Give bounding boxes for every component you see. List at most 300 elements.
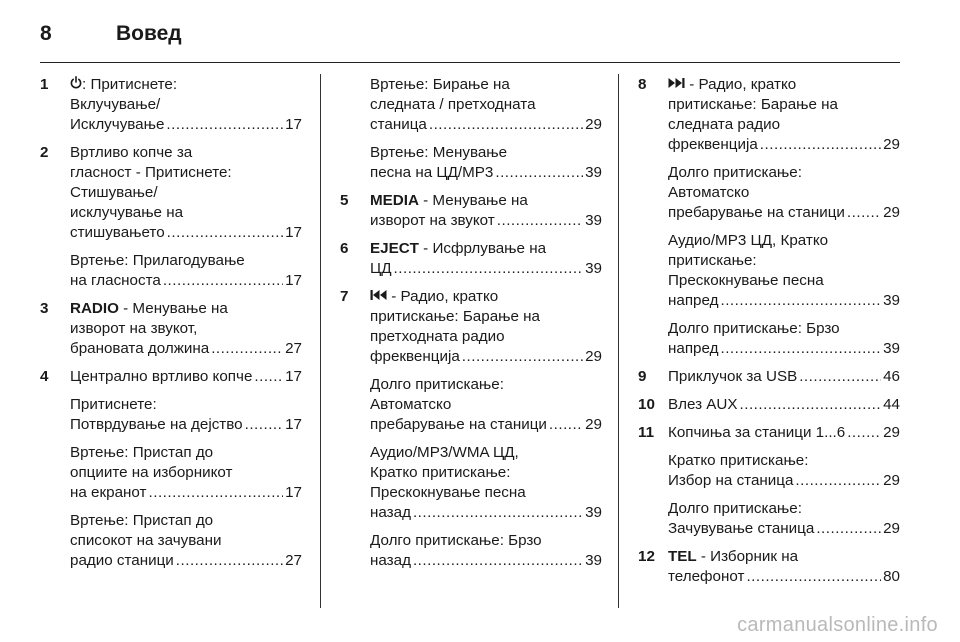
spacer [70,243,302,251]
page-ref: 39 [883,292,900,309]
line-text: Прескокнување песна [370,484,526,501]
line-text: Автоматско [668,184,750,201]
line-text-wrap [370,76,510,93]
page-ref: 39 [585,212,602,229]
spacer [668,443,900,451]
line-text-wrap [370,308,540,325]
text-line [668,547,900,567]
text-line [70,319,302,339]
line-text: Долго притискање: [668,500,802,517]
toc-line[interactable] [668,519,900,539]
line-text: притискање: [668,252,757,269]
text-line [70,299,302,319]
text-line [370,327,602,347]
text-line [70,511,302,531]
text-line [668,75,900,95]
text-line [668,499,900,519]
skip-forward-icon [668,75,685,95]
toc-line[interactable] [668,567,900,587]
line-text-wrap [370,484,526,501]
line-text-wrap [70,551,174,571]
toc-line[interactable] [370,211,602,231]
line-text: радио станици [70,552,174,569]
line-text-wrap [370,464,510,481]
toc-line[interactable] [668,291,900,311]
leader-dots [746,567,881,587]
line-text: - Менување на [118,300,228,317]
leader-dots [740,395,882,415]
line-text-wrap [70,396,157,413]
line-text: ЦД [370,260,392,277]
toc-line[interactable] [70,115,302,135]
spacer [340,183,602,191]
text-line [70,183,302,203]
line-text-wrap [370,415,547,435]
page-header [40,20,900,63]
line-text: : Притиснете: [82,76,178,93]
line-text: опциите на изборникот [70,464,233,481]
text-line [668,183,900,203]
leader-dots [816,519,881,539]
line-text: Централно вртливо копче [70,368,253,385]
toc-entry [638,395,900,415]
leader-dots [176,551,283,571]
line-text-wrap [70,115,164,135]
toc-entry [340,287,602,571]
line-text-wrap [370,192,528,209]
line-text-wrap [70,339,209,359]
line-text: Исклучување [70,116,165,133]
page-ref: 29 [585,116,602,133]
spacer [668,223,900,231]
leader-dots [847,423,881,443]
text-line [70,143,302,163]
line-text: песна на ЦД/MP3 [370,164,494,181]
leader-dots [166,115,283,135]
page-ref: 17 [285,272,302,289]
page-ref: 17 [285,224,302,241]
text-line [370,239,602,259]
line-text: пребарување на станици [668,204,845,221]
line-text: Долго притискање: Брзо [370,532,542,549]
page-ref: 29 [883,424,900,441]
item-number: 10 [638,396,655,413]
column-divider [618,74,619,608]
line-text-wrap [370,144,507,161]
leader-dots [254,367,283,387]
item-number: 4 [40,368,49,385]
leader-dots [799,367,881,387]
toc-line[interactable] [668,135,900,155]
leader-dots [394,259,584,279]
line-text-wrap [370,211,495,231]
text-line [370,463,602,483]
item-body [370,287,602,571]
toc-entry [638,75,900,359]
toc-line[interactable] [668,471,900,491]
text-line [370,307,602,327]
leader-dots [211,339,283,359]
spacer [370,135,602,143]
line-text-wrap [668,320,840,337]
page-ref: 29 [585,348,602,365]
leader-dots [429,115,583,135]
line-text-wrap [70,144,192,161]
line-text: Кратко притискање: [370,464,511,481]
toc-line[interactable] [70,271,302,291]
line-text: изворот на звукот [370,212,495,229]
line-text-wrap [70,444,213,461]
toc-entry [40,299,302,359]
line-text-wrap [668,500,802,517]
toc-line[interactable] [668,367,900,387]
toc-entry [40,367,302,571]
text-line [370,443,602,463]
line-text: пребарување на станици [370,416,547,433]
line-text-wrap [70,320,197,337]
page-ref: 17 [285,116,302,133]
text-line [370,483,602,503]
skip-back-icon [370,287,387,307]
line-text-wrap [70,223,165,243]
spacer [70,435,302,443]
line-text-wrap [370,444,519,461]
toc-line[interactable] [668,339,900,359]
spacer [638,387,900,395]
spacer [40,571,302,579]
line-text: стишувањето [70,224,165,241]
leader-dots [413,551,583,571]
line-text: станица [370,116,427,133]
item-body [668,395,900,415]
toc-line[interactable] [370,551,602,571]
line-text: Аудио/MP3/WMA ЦД, [370,444,519,461]
item-number: 3 [40,300,49,317]
page-ref: 17 [285,368,302,385]
spacer [370,435,602,443]
column-1 [40,75,302,579]
line-text-wrap [668,452,808,469]
spacer [340,231,602,239]
line-text: - Радио, кратко [387,288,499,305]
leader-dots [245,415,284,435]
line-text-wrap [70,96,160,113]
toc-line[interactable] [668,395,900,415]
item-body [370,239,602,279]
text-line [70,95,302,115]
leader-dots [760,135,881,155]
line-text-wrap [70,204,183,221]
page-number: 8 [40,22,52,45]
toc-entry [40,75,302,135]
item-body [70,75,302,135]
page-ref: 17 [285,484,302,501]
line-text-wrap [70,300,228,317]
line-text: Кратко притискање: [668,452,809,469]
line-text-wrap [370,288,498,305]
text-line [70,443,302,463]
line-text-wrap [668,339,718,359]
spacer [668,491,900,499]
text-line [70,75,302,95]
line-text-wrap [668,367,797,387]
spacer [340,571,602,579]
item-number: 9 [638,368,647,385]
toc-line[interactable] [70,367,302,387]
leader-dots [795,471,881,491]
toc-line[interactable] [370,259,602,279]
spacer [370,367,602,375]
line-text: - Менување на [418,192,528,209]
line-text: Избор на станица [668,472,794,489]
line-text: Притиснете: [70,396,157,413]
line-text-wrap [668,291,718,311]
line-text: - Радио, кратко [685,76,797,93]
toc-line[interactable] [370,163,602,183]
spacer [40,359,302,367]
toc-entry [638,547,900,587]
text-line [70,251,302,271]
text-line [70,203,302,223]
line-text: Вртење: Прилагодување [70,252,245,269]
line-text: фреквенција [370,348,460,365]
leader-dots [462,347,583,367]
line-text-wrap [668,252,757,269]
spacer [70,503,302,511]
text-line [668,163,900,183]
spacer [70,387,302,395]
leader-dots [720,291,881,311]
text-line [668,451,900,471]
toc-line[interactable] [70,415,302,435]
line-text-wrap [70,76,177,93]
text-line [668,319,900,339]
item-body [668,547,900,587]
item-body [70,299,302,359]
text-line [668,115,900,135]
line-text: Прескокнување песна [668,272,824,289]
page-ref: 17 [285,416,302,433]
line-text: Стишување/ [70,184,158,201]
item-number: 2 [40,144,49,161]
line-text: Вртење: Пристап до [70,512,214,529]
leader-dots [495,163,583,183]
line-text: Аудио/MP3 ЦД, Кратко [668,232,829,249]
leader-dots [720,339,881,359]
spacer [638,415,900,423]
line-text: Автоматско [370,396,452,413]
item-number: 6 [340,240,349,257]
toc-line[interactable] [70,339,302,359]
leader-dots [167,223,283,243]
text-line [70,395,302,415]
leader-dots [163,271,283,291]
toc-line[interactable] [370,503,602,523]
leader-dots [497,211,583,231]
watermark: carmanualsonline.info [737,614,938,636]
text-line [370,531,602,551]
page-ref: 46 [883,368,900,385]
toc-entry [340,75,602,183]
line-text-wrap [668,135,758,155]
button-keyword: MEDIA [370,192,419,209]
line-text-wrap [70,532,221,549]
text-line [668,271,900,291]
line-text-wrap [370,503,411,523]
line-text: на екранот [70,484,147,501]
line-text-wrap [668,423,845,443]
page-ref: 27 [285,340,302,357]
spacer [668,311,900,319]
line-text-wrap [70,415,243,435]
text-line [370,75,602,95]
line-text-wrap [370,163,493,183]
line-text: гласност - Притиснете: [70,164,232,181]
line-text-wrap [668,96,838,113]
line-text-wrap [70,252,245,269]
line-text-wrap [70,184,158,201]
button-keyword: RADIO [70,300,119,317]
item-number [340,75,370,183]
line-text-wrap [370,96,536,113]
line-text: - Исфрлување на [418,240,547,257]
item-number: 7 [340,288,349,305]
line-text: притискање: Барање на [370,308,540,325]
line-text: Вртливо копче за [70,144,193,161]
line-text: Вртење: Пристап до [70,444,214,461]
toc-line[interactable] [70,551,302,571]
line-text: Вртење: Менување [370,144,508,161]
line-text-wrap [668,184,749,201]
toc-line[interactable] [70,483,302,503]
toc-entry [638,423,900,539]
line-text-wrap [370,115,427,135]
line-text-wrap [70,164,232,181]
column-2 [340,75,602,579]
page-ref: 39 [585,504,602,521]
line-text-wrap [668,164,802,181]
line-text: фреквенција [668,136,758,153]
text-line [70,163,302,183]
text-line [70,531,302,551]
line-text-wrap [668,272,824,289]
text-line [370,191,602,211]
line-text: - Изборник на [696,548,799,565]
line-text: Приклучок за USB [668,368,798,385]
page-ref: 29 [883,136,900,153]
text-line [668,251,900,271]
line-text-wrap [370,532,542,549]
leader-dots [847,203,881,223]
line-text-wrap [70,271,161,291]
toc-line[interactable] [370,415,602,435]
line-text-wrap [70,483,147,503]
line-text: Вклучување/ [70,96,161,113]
text-line [370,95,602,115]
leader-dots [413,503,583,523]
page-ref: 29 [883,472,900,489]
toc-line[interactable] [668,423,900,443]
text-line [668,95,900,115]
text-line [370,143,602,163]
toc-line[interactable] [70,223,302,243]
line-text: Зачувување станица [668,520,815,537]
line-text-wrap [668,519,814,539]
line-text: претходната радио [370,328,505,345]
page-ref: 29 [585,416,602,433]
spacer [638,587,900,595]
line-text: Потврдување на дејство [70,416,243,433]
line-text-wrap [370,240,546,257]
line-text: Долго притискање: [668,164,802,181]
toc-line[interactable] [668,203,900,223]
column-3 [638,75,900,595]
line-text: списокот на зачувани [70,532,222,549]
line-text-wrap [668,548,798,565]
line-text: назад [370,552,411,569]
page-ref: 44 [883,396,900,413]
line-text: Влез AUX [668,396,738,413]
spacer [668,155,900,163]
spacer [638,539,900,547]
item-body [70,367,302,571]
column-divider [320,74,321,608]
item-number: 1 [40,76,49,93]
line-text: Долго притискање: [370,376,504,393]
page-ref: 29 [883,520,900,537]
page-ref: 39 [585,164,602,181]
toc-entry [638,367,900,387]
item-number: 11 [638,424,655,441]
page-title: Вовед [116,22,182,45]
item-number: 8 [638,76,647,93]
spacer [40,291,302,299]
button-keyword: TEL [668,548,697,565]
text-line [370,375,602,395]
line-text-wrap [70,464,232,481]
line-text-wrap [370,551,411,571]
line-text-wrap [668,471,793,491]
line-text-wrap [370,376,504,393]
line-text: изворот на звукот, [70,320,198,337]
toc-entry [340,191,602,231]
text-line [370,287,602,307]
toc-line[interactable] [370,347,602,367]
page-ref: 29 [883,204,900,221]
line-text-wrap [370,396,451,413]
line-text-wrap [668,395,738,415]
line-text: Долго притискање: Брзо [668,320,840,337]
spacer [638,359,900,367]
page-ref: 27 [285,552,302,569]
leader-dots [149,483,284,503]
line-text-wrap [668,203,845,223]
page-ref: 39 [883,340,900,357]
item-body [668,75,900,359]
line-text: напред [668,340,719,357]
line-text-wrap [668,232,828,249]
page-ref: 39 [585,260,602,277]
toc-line[interactable] [370,115,602,135]
line-text-wrap [668,567,744,587]
line-text: исклучување на [70,204,184,221]
line-text: Вртење: Бирање на [370,76,510,93]
page-ref: 80 [883,568,900,585]
item-number: 5 [340,192,349,209]
item-body [668,367,900,387]
line-text-wrap [70,367,252,387]
text-line [668,231,900,251]
